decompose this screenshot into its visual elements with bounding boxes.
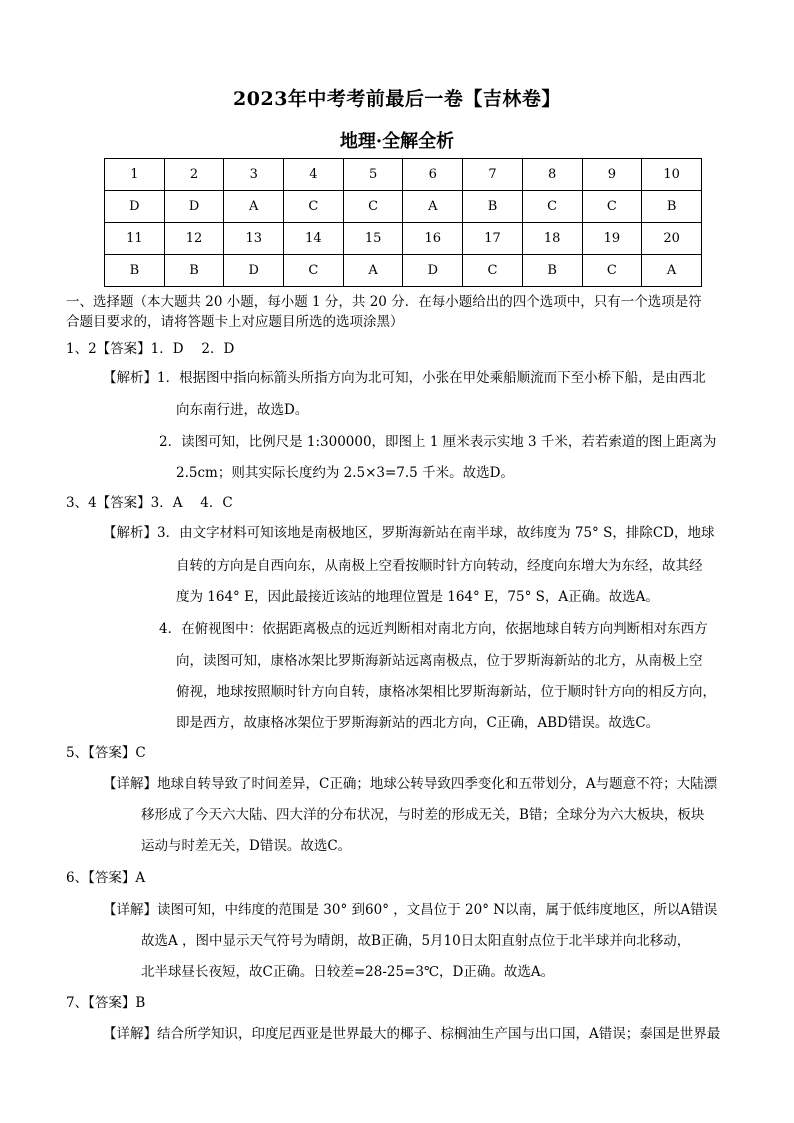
answer-table — [104, 158, 702, 287]
q5-answer: 5、【答案】C — [66, 745, 146, 761]
q3-analysis-line-2: 自转的方向是自西向东，从南极上空看按顺时针方向转动，经度向东增大为东经，故其经 — [176, 558, 703, 574]
answer-table-cell: 10 — [642, 159, 702, 191]
answer-table-cell: A — [343, 255, 403, 287]
answer-table-cell: 3 — [224, 159, 284, 191]
answer-table-cell: 9 — [582, 159, 642, 191]
q3-analysis-line-3: 度为 164° E，因此最接近该站的地理位置是 164° E，75° S，A正确。故选A。 — [176, 589, 659, 605]
answer-table-cell: B — [642, 191, 702, 223]
answer-table-cell: 13 — [224, 223, 284, 255]
answer-table-cell: 7 — [463, 159, 523, 191]
q6-detail-line-2: 故选A ，图中显示天气符号为晴朗，故B正确，5月10日太阳直射点位于北半球并向北移动， — [141, 933, 691, 949]
answer-table-cell: 18 — [522, 223, 582, 255]
answer-table-cell: 5 — [343, 159, 403, 191]
answer-table-cell: D — [105, 191, 165, 223]
answer-table-cell: C — [582, 191, 642, 223]
q5-detail-line-3: 运动与时差无关，D错误。故选C。 — [141, 838, 352, 854]
answer-table-cell: D — [224, 255, 284, 287]
q5-detail-line-2: 移形成了今天六大陆、四大洋的分布状况，与时差的形成无关，B错；全球分为六大板块，板块 — [141, 807, 705, 823]
answer-table-cell: A — [224, 191, 284, 223]
q4-analysis-line-4: 即是西方，故康格冰架位于罗斯海新站的西北方向，C正确，ABD错误。故选C。 — [176, 715, 660, 731]
answer-table-row — [105, 223, 702, 255]
document-subtitle: 地理·全解全析 — [339, 131, 455, 152]
answer-table-cell: C — [582, 255, 642, 287]
q1-analysis-line-2: 向东南行进，故选D。 — [176, 402, 309, 418]
answer-table-cell: 2 — [164, 159, 224, 191]
q6-detail-line-3: 北半球昼长夜短，故C正确。日较差=28-25=3℃，D正确。故选A。 — [141, 964, 555, 980]
answer-table-cell: 20 — [642, 223, 702, 255]
answer-table-cell: A — [642, 255, 702, 287]
q2-analysis-line-1: 2．读图可知，比例尺是 1:300000，即图上 1 厘米表示实地 3 千米，若若索道的图上距离为 — [159, 434, 717, 450]
q5-detail-line-1: 【详解】地球自转导致了时间差异，C正确；地球公转导致四季变化和五带划分，A与题意不符；大陆漂 — [103, 776, 718, 792]
answer-table-cell: 15 — [343, 223, 403, 255]
answer-table-cell: 12 — [164, 223, 224, 255]
answer-table-row — [105, 191, 702, 223]
answer-table-cell: C — [284, 255, 344, 287]
section-heading-line-2: 合题目要求的，请将答题卡上对应题目所选的选项涂黑） — [66, 314, 404, 330]
answer-table-cell: 11 — [105, 223, 165, 255]
q2-analysis-line-2: 2.5cm；则其实际长度约为 2.5×3=7.5 千米。故选D。 — [176, 465, 514, 481]
q3-4-answer: 3、4【答案】3．A 4．C — [66, 495, 233, 511]
q1-2-answer: 1、2【答案】1．D 2．D — [66, 341, 235, 357]
answer-table-cell: D — [164, 191, 224, 223]
q6-detail-line-1: 【详解】读图可知，中纬度的范围是 30° 到60° ，文昌位于 20° N以南，属于低纬度地区，所以A错误 — [103, 902, 718, 918]
answer-table-cell: C — [343, 191, 403, 223]
document-title: 2023年中考考前最后一卷【吉林卷】 — [233, 88, 561, 110]
section-heading-line-1: 一、选择题（本大题共 20 小题，每小题 1 分，共 20 分．在每小题给出的四个选项中，只有一个选项是符 — [66, 294, 702, 310]
answer-table-cell: 4 — [284, 159, 344, 191]
answer-table-cell: C — [522, 191, 582, 223]
q7-answer: 7、【答案】B — [66, 995, 146, 1011]
answer-table-cell: B — [522, 255, 582, 287]
answer-table-cell: B — [164, 255, 224, 287]
q6-answer: 6、【答案】A — [66, 870, 146, 886]
q4-analysis-line-1: 4．在俯视图中：依据距离极点的远近判断相对南北方向，依据地球自转方向判断相对东西方 — [159, 621, 708, 637]
q4-analysis-line-3: 俯视，地球按照顺时针方向自转，康格冰架相比罗斯海新站，位于顺时针方向的相反方向， — [176, 684, 716, 700]
answer-table-cell: 6 — [403, 159, 463, 191]
answer-table-cell: 8 — [522, 159, 582, 191]
answer-table-cell: 14 — [284, 223, 344, 255]
answer-table-cell: A — [403, 191, 463, 223]
answer-table-row — [105, 255, 702, 287]
q7-detail-line-1: 【详解】结合所学知识，印度尼西亚是世界最大的椰子、棕榈油生产国与出口国，A错误；泰国是世界最 — [103, 1026, 721, 1042]
q3-analysis-line-1: 【解析】3．由文字材料可知该地是南极地区，罗斯海新站在南半球，故纬度为 75° S，排除CD，地球 — [103, 525, 715, 541]
q1-analysis-line-1: 【解析】1．根据图中指向标箭头所指方向为北可知，小张在甲处乘船顺流而下至小桥下船，是由西北 — [103, 370, 706, 386]
answer-table-cell: 17 — [463, 223, 523, 255]
answer-table-cell: 16 — [403, 223, 463, 255]
q4-analysis-line-2: 向，读图可知，康格冰架比罗斯海新站远离南极点，位于罗斯海新站的北方，从南极上空 — [176, 653, 703, 669]
answer-table-cell: C — [284, 191, 344, 223]
answer-table-row — [105, 159, 702, 191]
answer-table-cell: C — [463, 255, 523, 287]
answer-table-cell: B — [463, 191, 523, 223]
answer-table-cell: 19 — [582, 223, 642, 255]
answer-table-cell: B — [105, 255, 165, 287]
answer-table-cell: 1 — [105, 159, 165, 191]
answer-table-cell: D — [403, 255, 463, 287]
